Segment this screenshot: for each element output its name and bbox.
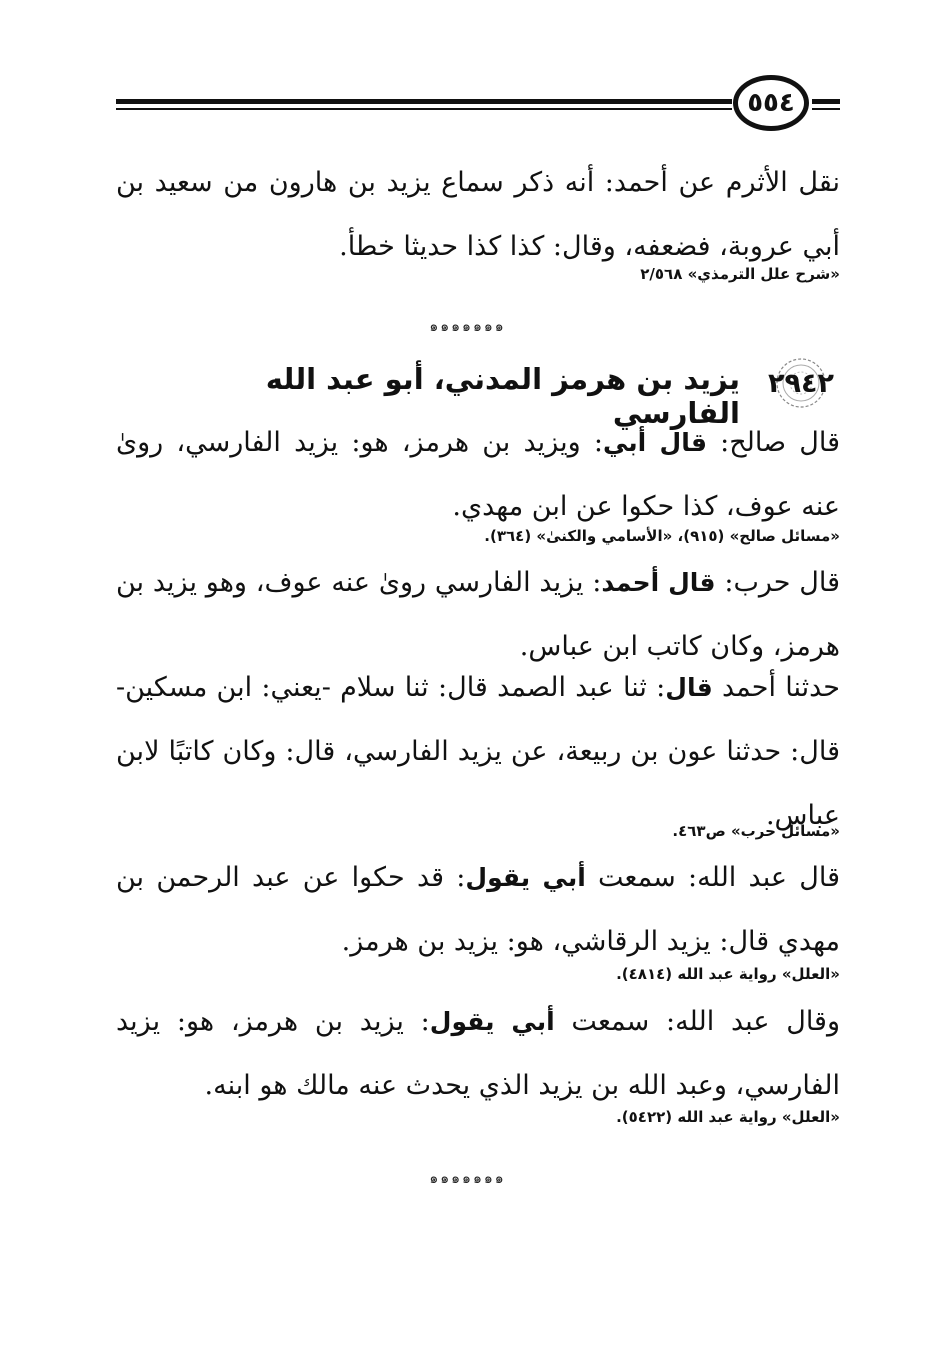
paragraph-isnad	[116, 656, 840, 848]
header-rule-right	[812, 99, 840, 104]
header-rule	[116, 99, 732, 104]
paragraph-text: حدثنا أحمد	[712, 672, 840, 703]
entry-number-medallion	[758, 357, 844, 409]
paragraph-bold: أبي يقول	[465, 863, 586, 892]
paragraph-salih	[116, 411, 840, 539]
divider-ornament: ๑๑๑๑๑๑๑	[429, 319, 506, 335]
paragraph-bold: قال أبي	[602, 428, 707, 457]
source-salih: «مسائل صالح» (٩١٥)، «الأسامي والكنىٰ» (٣٦٤).	[484, 527, 840, 545]
page-number: ٥٥٤	[733, 75, 809, 131]
top-paragraph: نقل الأثرم عن أحمد: أنه ذكر سماع يزيد بن هارون من سعيد بن أبي عروبة، فضعفه، وقال: كذا كذا حديثا خطأ.	[116, 167, 840, 262]
source-ilal-1: «العلل» رواية عبد الله (٤٨١٤).	[616, 965, 840, 983]
paragraph-text: قال حرب:	[715, 567, 840, 598]
source-harb: «مسائل حرب» ص٤٦٣.	[672, 822, 840, 840]
paragraph-abdullah-1	[116, 846, 840, 974]
paragraph-text: قال عبد الله: سمعت	[585, 862, 840, 893]
paragraph-abdullah-2	[116, 990, 840, 1118]
entry-number: ٢٩٤٢	[768, 367, 834, 399]
paragraph-text: : يزيد الفارسي روىٰ عنه عوف، وهو يزيد بن هرمز، وكان كاتب ابن عباس.	[116, 567, 840, 662]
paragraph-text: : يزيد بن هرمز، هو: يزيد الفارسي، وعبد الله بن يزيد الذي يحدث عنه مالك هو ابنه.	[116, 1006, 840, 1101]
entry-title: يزيد بن هرمز المدني، أبو عبد الله الفارسي	[265, 362, 740, 430]
paragraph-text: قال صالح:	[706, 427, 840, 458]
divider-ornament-bottom: ๑๑๑๑๑๑๑	[429, 1171, 506, 1187]
top-source: «شرح علل الترمذي» ٢/٥٦٨	[640, 265, 840, 283]
paragraph-text: : ثنا عبد الصمد قال: ثنا سلام -يعني: ابن مسكين- قال: حدثنا عون بن ربيعة، عن يزيد الفارسي، قال: وكان كاتبًا لابن عباس.	[116, 672, 840, 831]
paragraph-text: : ويزيد بن هرمز، هو: يزيد الفارسي، روىٰ عنه عوف، كذا حكوا عن ابن مهدي.	[116, 427, 840, 522]
header-rule-thin	[116, 108, 732, 110]
paragraph-text: : قد حكوا عن عبد الرحمن بن مهدي قال: يزيد الرقاشي، هو: يزيد بن هرمز.	[116, 862, 840, 957]
header-rule-right-thin	[812, 108, 840, 110]
paragraph-bold: أبي يقول	[429, 1007, 555, 1036]
source-ilal-2: «العلل» رواية عبد الله (٥٤٢٢).	[616, 1108, 840, 1126]
paragraph-bold: قال	[665, 673, 713, 702]
paragraph-text: وقال عبد الله: سمعت	[554, 1006, 840, 1037]
paragraph-bold: قال أحمد	[601, 568, 716, 597]
